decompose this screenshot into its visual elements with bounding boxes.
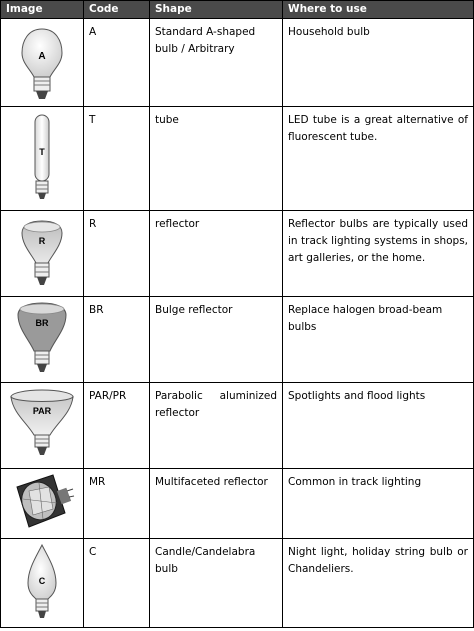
t-bulb-icon: [12, 107, 72, 207]
header-shape: Shape: [150, 1, 283, 19]
use-cell: Household bulb: [283, 19, 474, 107]
table-row: [1, 297, 474, 383]
header-code: Code: [84, 1, 150, 19]
table-row: [1, 469, 474, 539]
header-row: [1, 1, 474, 19]
shape-cell: tube: [150, 107, 283, 211]
image-cell: [1, 539, 84, 628]
image-cell: [1, 383, 84, 469]
r-bulb-icon: [12, 211, 72, 295]
a-bulb-icon: [12, 19, 72, 105]
use-cell: Common in track lighting: [283, 469, 474, 539]
image-cell: [1, 19, 84, 107]
br-bulb-icon: [10, 297, 74, 381]
use-cell: Replace halogen broad-beam bulbs: [283, 297, 474, 383]
shape-cell: Standard A-shaped bulb / Arbitrary: [150, 19, 283, 107]
table-row: [1, 211, 474, 297]
code-cell: R: [84, 211, 150, 297]
use-cell: LED tube is a great alternative of fluorescent tube.: [283, 107, 474, 211]
table-row: [1, 107, 474, 211]
code-cell: A: [84, 19, 150, 107]
bulb-letter: T: [39, 147, 45, 157]
code-cell: T: [84, 107, 150, 211]
shape-cell: Candle/Candelabra bulb: [150, 539, 283, 628]
use-cell: Reflector bulbs are typically used in track lighting systems in shops, art galleries, or the home.: [283, 211, 474, 297]
shape-cell: Multifaceted reflector: [150, 469, 283, 539]
image-cell: [1, 469, 84, 539]
bulb-letter: R: [38, 236, 46, 246]
bulb-letter: BR: [35, 318, 49, 328]
code-cell: PAR/PR: [84, 383, 150, 469]
shape-cell: Parabolic aluminized reflector: [150, 383, 283, 469]
shape-cell: reflector: [150, 211, 283, 297]
shape-cell: Bulge reflector: [150, 297, 283, 383]
bulb-letter: A: [38, 51, 46, 62]
header-image: Image: [1, 1, 84, 19]
bulb-letter: C: [38, 576, 46, 586]
image-cell: [1, 211, 84, 297]
use-cell: Night light, holiday string bulb or Chandeliers.: [283, 539, 474, 628]
code-cell: MR: [84, 469, 150, 539]
header-where-to-use: Where to use: [283, 1, 474, 19]
image-cell: [1, 107, 84, 211]
table-row: [1, 539, 474, 628]
table-row: [1, 19, 474, 107]
code-cell: BR: [84, 297, 150, 383]
bulb-letter: PAR: [32, 406, 52, 416]
c-bulb-icon: [12, 539, 72, 625]
par-bulb-icon: [7, 383, 77, 467]
use-cell: Spotlights and flood lights: [283, 383, 474, 469]
table-row: [1, 383, 474, 469]
image-cell: [1, 297, 84, 383]
mr-bulb-icon: [9, 469, 75, 535]
code-cell: C: [84, 539, 150, 628]
